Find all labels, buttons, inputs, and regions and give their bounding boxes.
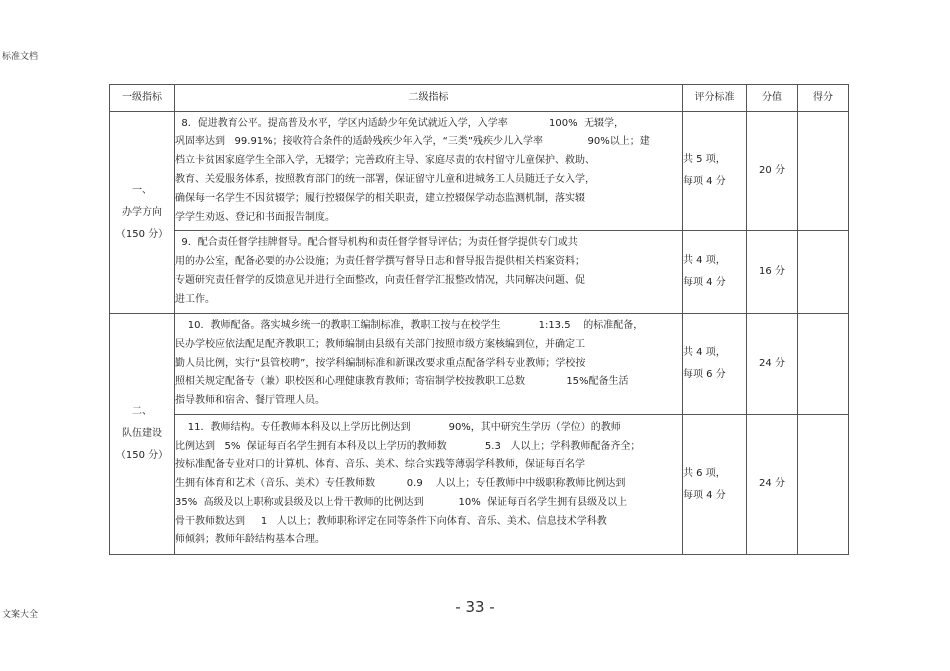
item-line: 按标准配备专业对口的计算机、体育、音乐、美术、综合实践等薄弱学科教师，保证每百名学 xyxy=(175,459,585,471)
score-cell: 16 分 xyxy=(747,231,798,314)
column-header: 一级指标 xyxy=(110,85,175,112)
item-line: 教育、关爱服务体系，按照教育部门的统一部署，保证留守儿童和进城务工人员随迁子女入学， xyxy=(175,174,595,185)
table-row xyxy=(110,314,849,415)
item-line: 巩固率达到 99.91%；接收符合条件的适龄残疾少年入学，“三类”残疾少儿入学率 90%以上；建 xyxy=(175,136,650,148)
item-line: 11．教师结构。专任教师本科及以上学历比例达到 90%，其中研究生学历（学位）的教师 xyxy=(175,421,621,433)
table-row xyxy=(110,231,849,314)
item-line: 进工作。 xyxy=(175,293,215,305)
level1-name: 队伍建设 xyxy=(122,428,162,439)
standard-cell xyxy=(683,231,747,314)
score-cell: 20 分 xyxy=(747,112,798,231)
footer-left-label: 文案大全 xyxy=(2,610,39,620)
level1-cell xyxy=(110,314,175,555)
level1-points: （150 分） xyxy=(115,450,169,461)
item-line: 确保每一名学生不因贫辍学；履行控辍保学的相关职责，建立控辍保学动态监测机制，落实辍 xyxy=(175,192,585,204)
evaluation-table xyxy=(109,84,849,555)
standard-per-item: 每项 6 分 xyxy=(683,369,726,380)
standard-cell xyxy=(683,112,747,231)
item-line: 专题研究责任督学的反馈意见并进行全面整改，向责任督学汇报整改情况，共同解决问题、促 xyxy=(175,275,585,286)
standard-count: 共 4 项， xyxy=(683,347,726,358)
column-header: 分值 xyxy=(747,85,798,112)
item-cell xyxy=(175,314,683,415)
page-number: - 33 - xyxy=(455,598,495,616)
standard-per-item: 每项 4 分 xyxy=(683,176,726,187)
table-row xyxy=(110,415,849,555)
item-line: 指导教师和宿舍、餐厅管理人员。 xyxy=(175,395,325,407)
column-header: 二级指标 xyxy=(175,85,683,112)
got-score-cell xyxy=(798,231,849,314)
item-cell xyxy=(175,112,683,231)
got-score-cell xyxy=(798,314,849,415)
standard-cell xyxy=(683,314,747,415)
item-line: 学学生劝返、登记和书面报告制度。 xyxy=(175,211,335,223)
item-line: 9．配合责任督学挂牌督导。配合督导机构和责任督学督导评估；为责任督学提供专门或共 xyxy=(175,237,578,249)
item-line: 用的办公室，配备必要的办公设施；为责任督学撰写督导日志和督导报告提供相关档案资料； xyxy=(175,256,585,268)
got-score-cell xyxy=(798,415,849,555)
standard-per-item: 每项 4 分 xyxy=(683,277,726,288)
level1-number: 二、 xyxy=(132,406,152,417)
item-line: 勤人员比例，实行“县管校聘”，按学科编制标准和新课改要求重点配备学科专业教师；学校按 xyxy=(175,357,586,369)
standard-count: 共 4 项， xyxy=(683,255,726,266)
column-header: 得分 xyxy=(798,85,849,112)
item-cell xyxy=(175,231,683,314)
level1-number: 一、 xyxy=(132,184,152,196)
level1-cell xyxy=(110,112,175,314)
table-header-row xyxy=(110,85,849,112)
item-line: 骨干教师数达到 1 人以上；教师职称评定在同等条件下向体育、音乐、美术、信息技术学科教 xyxy=(175,515,607,527)
standard-count: 共 6 项， xyxy=(683,467,726,479)
item-cell xyxy=(175,415,683,555)
level1-points: （150 分） xyxy=(115,228,169,240)
score-cell: 24 分 xyxy=(747,415,798,555)
standard-count: 共 5 项， xyxy=(683,154,726,165)
item-line: 35% 高级及以上职称或县级及以上骨干教师的比例达到 10% 保证每百名学生拥有县级及以上 xyxy=(175,496,628,508)
item-line: 照相关规定配备专（兼）职校医和心理健康教育教师；寄宿制学校按教职工总数 15%配备生活 xyxy=(175,376,629,388)
item-line: 档立卡贫困家庭学生全部入学，无辍学；完善政府主导、家庭尽责的农村留守儿童保护、救助、 xyxy=(175,155,595,167)
got-score-cell xyxy=(798,112,849,231)
item-line: 生拥有体育和艺术（音乐、美术）专任教师数 0.9 人以上；专任教师中中级职称教师比例达到 xyxy=(175,478,626,490)
item-line: 师倾斜；教师年龄结构基本合理。 xyxy=(175,534,325,546)
item-line: 民办学校应依法配足配齐教职工；教师编制由县级有关部门按照市级方案核编到位，并确定工 xyxy=(175,338,585,350)
standard-cell xyxy=(683,415,747,555)
column-header: 评分标准 xyxy=(683,85,747,112)
standard-per-item: 每项 4 分 xyxy=(683,489,726,501)
score-cell: 24 分 xyxy=(747,314,798,415)
level1-name: 办学方向 xyxy=(122,206,162,218)
item-line: 8．促进教育公平。提高普及水平，学区内适龄少年免试就近入学，入学率 100% 无辍学， xyxy=(175,117,624,129)
item-line: 10．教师配备。落实城乡统一的教职工编制标准，教职工按与在校学生 1:13.5 的标准配备， xyxy=(175,320,644,331)
header-doc-label: 标准文档 xyxy=(2,52,39,62)
item-line: 比例达到 5% 保证每百名学生拥有本科及以上学历的教师数 5.3 人以上；学科教师配备齐全； xyxy=(175,440,641,452)
table-row xyxy=(110,112,849,231)
